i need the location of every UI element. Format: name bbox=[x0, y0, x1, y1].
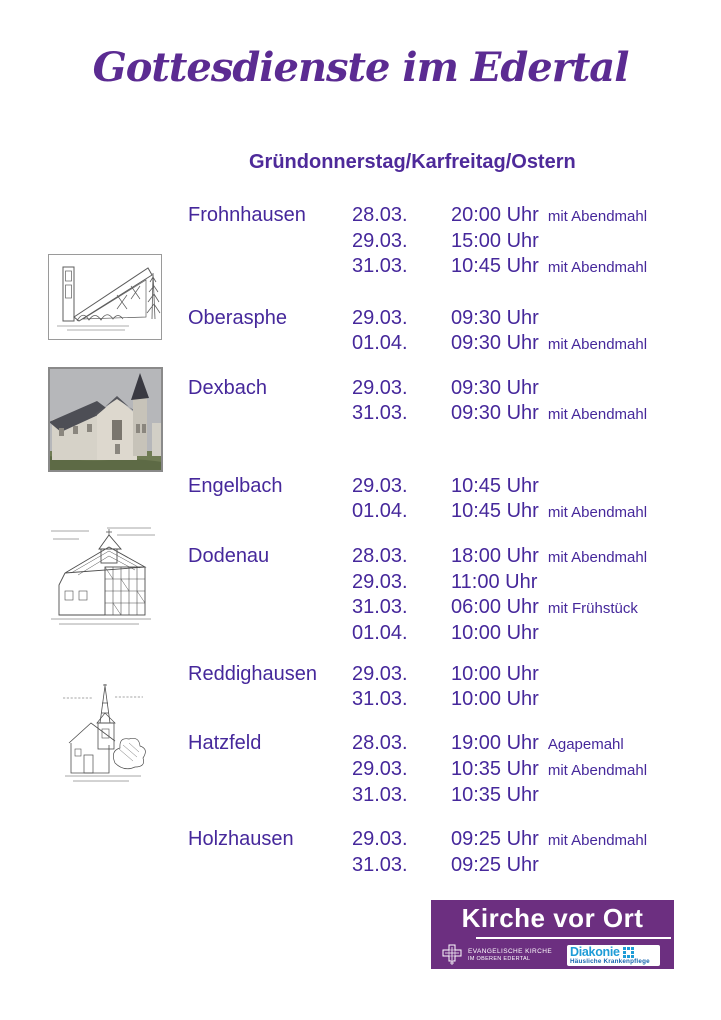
note-cell: mit Abendmahl bbox=[547, 762, 648, 779]
date-cell: 31.03. bbox=[352, 854, 408, 876]
church-org-line1: EVANGELISCHE KIRCHE bbox=[468, 947, 553, 955]
schedule-row bbox=[352, 254, 678, 280]
date-cell: 29.03. bbox=[352, 828, 408, 850]
diakonie-logo bbox=[567, 945, 660, 966]
date-cell: 01.04. bbox=[352, 500, 408, 522]
date-cell: 31.03. bbox=[352, 784, 408, 806]
schedule-row bbox=[352, 499, 678, 525]
schedule-row bbox=[352, 544, 678, 570]
time-cell: 09:30 Uhr bbox=[451, 377, 539, 399]
location-label: Dodenau bbox=[188, 545, 270, 567]
diakonie-subtitle: Häusliche Krankenpflege bbox=[570, 958, 650, 965]
village-church-drawing-icon bbox=[57, 683, 153, 787]
schedule-row bbox=[352, 662, 678, 687]
date-cell: 28.03. bbox=[352, 204, 408, 226]
schedule-row bbox=[352, 687, 678, 712]
date-cell: 28.03. bbox=[352, 545, 408, 567]
date-cell: 29.03. bbox=[352, 377, 408, 399]
schedule-group-hatzfeld bbox=[188, 731, 678, 808]
time-cell: 09:30 Uhr bbox=[451, 332, 539, 354]
schedule-row bbox=[352, 376, 678, 401]
stone-church-photo-icon bbox=[49, 368, 162, 471]
kirche-vor-ort-banner bbox=[431, 900, 674, 969]
date-cell: 29.03. bbox=[352, 307, 408, 329]
banner-underline bbox=[476, 937, 671, 939]
schedule-row bbox=[352, 306, 678, 331]
schedule-row bbox=[352, 757, 678, 783]
time-cell: 19:00 Uhr bbox=[451, 732, 539, 754]
time-cell: 10:45 Uhr bbox=[451, 255, 539, 277]
note-cell: mit Abendmahl bbox=[547, 832, 648, 849]
banner-title: Kirche vor Ort bbox=[461, 903, 644, 933]
schedule-group-oberasphe bbox=[188, 306, 678, 357]
schedule-row bbox=[352, 621, 678, 646]
diakonie-wordmark: Diakonie bbox=[570, 945, 620, 959]
page-title: Gottesdienste im Edertal bbox=[92, 44, 629, 91]
schedule-row bbox=[352, 731, 678, 757]
schedule-group-holzhausen bbox=[188, 827, 678, 878]
church-photo bbox=[48, 367, 163, 472]
note-cell: mit Abendmahl bbox=[547, 406, 648, 423]
church-sketch-modern bbox=[48, 254, 162, 340]
date-cell: 31.03. bbox=[352, 688, 408, 710]
schedule-row bbox=[352, 827, 678, 853]
church-sketch-village bbox=[57, 683, 153, 787]
time-cell: 20:00 Uhr bbox=[451, 204, 539, 226]
time-cell: 10:00 Uhr bbox=[451, 622, 539, 644]
note-cell: Agapemahl bbox=[547, 736, 624, 753]
time-cell: 06:00 Uhr bbox=[451, 596, 539, 618]
schedule-group-dexbach bbox=[188, 376, 678, 427]
note-cell: mit Abendmahl bbox=[547, 259, 648, 276]
time-cell: 10:35 Uhr bbox=[451, 758, 539, 780]
date-cell: 29.03. bbox=[352, 475, 408, 497]
modern-church-drawing-icon bbox=[49, 255, 161, 339]
schedule-group-dodenau bbox=[188, 544, 678, 646]
schedule-group-frohnhausen bbox=[188, 203, 678, 280]
time-cell: 15:00 Uhr bbox=[451, 230, 539, 252]
date-cell: 29.03. bbox=[352, 663, 408, 685]
date-cell: 28.03. bbox=[352, 732, 408, 754]
service-schedule bbox=[188, 203, 678, 897]
note-cell: mit Abendmahl bbox=[547, 336, 648, 353]
half-timbered-church-drawing-icon bbox=[45, 523, 163, 633]
time-cell: 10:45 Uhr bbox=[451, 475, 539, 497]
time-cell: 10:35 Uhr bbox=[451, 784, 539, 806]
location-label: Hatzfeld bbox=[188, 732, 262, 754]
location-label: Reddighausen bbox=[188, 663, 317, 685]
time-cell: 10:00 Uhr bbox=[451, 688, 539, 710]
location-label: Engelbach bbox=[188, 475, 283, 497]
schedule-row bbox=[352, 229, 678, 254]
page-subtitle: Gründonnerstag/Karfreitag/Ostern bbox=[249, 151, 576, 173]
location-label: Holzhausen bbox=[188, 828, 294, 850]
time-cell: 18:00 Uhr bbox=[451, 545, 539, 567]
time-cell: 09:30 Uhr bbox=[451, 307, 539, 329]
time-cell: 10:45 Uhr bbox=[451, 500, 539, 522]
schedule-row bbox=[352, 570, 678, 595]
schedule-row bbox=[352, 595, 678, 621]
time-cell: 09:25 Uhr bbox=[451, 854, 539, 876]
note-cell: mit Abendmahl bbox=[547, 504, 648, 521]
location-label: Dexbach bbox=[188, 377, 267, 399]
church-cross-icon bbox=[440, 944, 464, 966]
schedule-group-reddighausen bbox=[188, 662, 678, 712]
date-cell: 01.04. bbox=[352, 332, 408, 354]
time-cell: 10:00 Uhr bbox=[451, 663, 539, 685]
time-cell: 09:25 Uhr bbox=[451, 828, 539, 850]
church-sketch-half-timbered bbox=[45, 523, 163, 633]
evangelische-kirche-logo bbox=[440, 944, 552, 966]
date-cell: 31.03. bbox=[352, 255, 408, 277]
schedule-row bbox=[352, 783, 678, 808]
date-cell: 31.03. bbox=[352, 596, 408, 618]
location-label: Frohnhausen bbox=[188, 204, 306, 226]
church-org-line2: IM OBEREN EDERTAL bbox=[468, 955, 531, 962]
schedule-row bbox=[352, 853, 678, 878]
note-cell: mit Abendmahl bbox=[547, 208, 648, 225]
schedule-group-engelbach bbox=[188, 474, 678, 525]
note-cell: mit Frühstück bbox=[547, 600, 638, 617]
date-cell: 29.03. bbox=[352, 230, 408, 252]
date-cell: 01.04. bbox=[352, 622, 408, 644]
schedule-row bbox=[352, 474, 678, 499]
schedule-row bbox=[352, 203, 678, 229]
date-cell: 31.03. bbox=[352, 402, 408, 424]
time-cell: 09:30 Uhr bbox=[451, 402, 539, 424]
date-cell: 29.03. bbox=[352, 758, 408, 780]
note-cell: mit Abendmahl bbox=[547, 549, 648, 566]
location-label: Oberasphe bbox=[188, 307, 287, 329]
schedule-row bbox=[352, 401, 678, 427]
schedule-row bbox=[352, 331, 678, 357]
diakonie-crest-icon bbox=[623, 947, 634, 958]
date-cell: 29.03. bbox=[352, 571, 408, 593]
time-cell: 11:00 Uhr bbox=[451, 571, 538, 593]
